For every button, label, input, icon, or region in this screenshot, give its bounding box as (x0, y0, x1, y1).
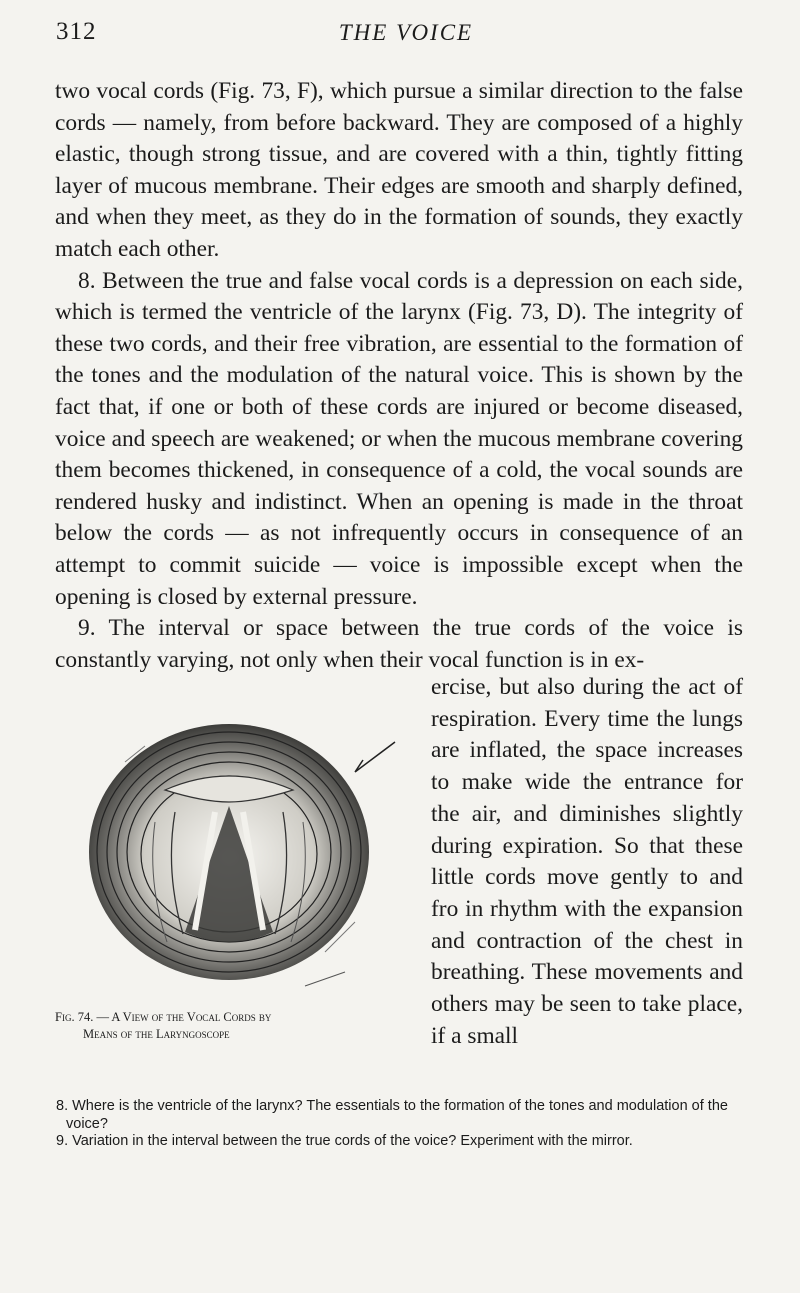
page-number: 312 (56, 18, 97, 45)
review-questions (56, 1098, 746, 1151)
figure-wrap-block (55, 672, 743, 1072)
running-title: THE VOICE (338, 20, 474, 45)
paragraph-continued: two vocal cords (Fig. 73, F), which pursue a similar direction to the false cords — namely, from before backward. They are composed of a highly elastic, though strong tissue, and are covered with a thin, tightly fitting layer of mucous membrane. Their edges are smooth and sharply defined, and when they meet, as they do in the formation of sounds, they exactly match each other. (55, 78, 743, 262)
paragraph-9-wrapped: ercise, but also during the act of respiration. Every time the lungs are inflated, the space increases to make wide the entrance for the air, and diminishes slightly during expiration. So that these little cords move gently to and fro in rhythm with the expansion and contraction of the chest in breathing. These movements and others may be seen to take place, if a small (431, 674, 743, 1049)
caption-line-2: Means of the Laryngoscope (83, 1027, 230, 1041)
caption-line-1: Fig. 74. — A View of the Vocal Cords by (55, 1010, 272, 1024)
question-8: 8. Where is the ventricle of the larynx? The essentials to the formation of the tones and modulation of the voice? (56, 1098, 728, 1132)
running-head (56, 18, 756, 48)
question-9: 9. Variation in the interval between the true cords of the voice? Experiment with the mirror. (56, 1133, 633, 1149)
paragraph-9-start: 9. The interval or space between the true cords of the voice is constantly varying, not only when their vocal function is in ex- (55, 615, 743, 673)
larynx-illustration-icon (55, 702, 423, 1002)
body-text (55, 76, 743, 676)
paragraph-8: 8. Between the true and false vocal cords is a depression on each side, which is termed the ventricle of the larynx (Fig. 73, D). The integrity of these two cords, and their free vibration, are essential to the formation of the tones and the modulation of the natural voice. This is shown by the fact that, if one or both of these cords are injured or become diseased, voice and speech are weakened; or when the mucous membrane covering them becomes thickened, in consequence of a cold, the vocal sounds are rendered husky and indistinct. When an opening is made in the throat below the cords — as not infrequently occurs in consequence of an attempt to commit suicide — voice is impossible except when the opening is closed by external pressure. (55, 267, 743, 610)
figure-caption (55, 1009, 335, 1043)
